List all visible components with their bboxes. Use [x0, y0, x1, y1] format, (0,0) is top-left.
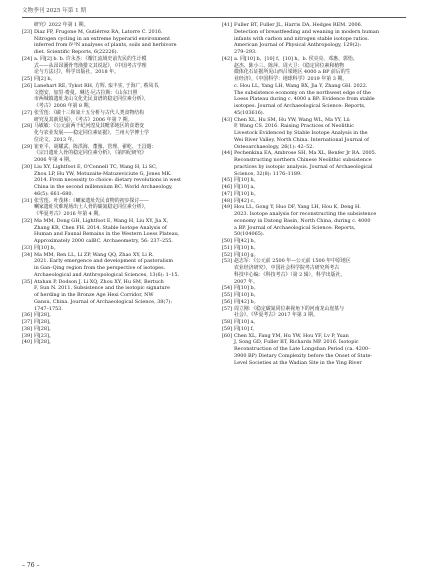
reference-number: [52]	[222, 251, 233, 258]
reference-entry	[22, 144, 207, 164]
reference-entry	[22, 76, 207, 83]
reference-text: Diaz FP, Frugone M, Gutiérrez RA, Latorre C. 2016. Nitrogen cycling in an extreme hyperarid environment inferred from δ¹⁵N analyses of plants, soils and herbivore diet. Scientific Reports, 6(22226).	[34, 28, 177, 55]
reference-text: Lanehart RE, Tykot RH, 方辉, 栾丰实, 于海广, 蔡凤书, 文德安、加里·费曼、琳达·尼古拉斯：《山东日照 市两城镇遗址龙山文化先民食谱的稳定同位素分析》， 《考古》2008 年第 8 期。	[34, 82, 160, 109]
reference-text: Ma MM, Dong GH, Lightfoot E, Wang H, Liu XY, Jia X, Zhang KR, Chen FH. 2014. Stable Isotope Analysis of Human and Faunal Remains in the Western Loess Plateau, Approximately 2000 calBC. Archaeometry, 56: 237–255.	[34, 217, 180, 244]
right-column-references	[222, 22, 407, 366]
reference-text: 同[10] a。	[234, 184, 259, 190]
reference-text: 马敏敏：《公元前两千纪河湟及其毗邻地区的食谱变 化与农业发展——稳定同位素证据》，兰州大学博士学 位论文，2013 年。	[34, 123, 149, 143]
reference-entry	[22, 339, 207, 346]
reference-text: 同[10] a。	[234, 319, 259, 325]
reference-entry	[222, 117, 407, 151]
reference-entry	[222, 319, 407, 326]
reference-entry	[22, 164, 207, 198]
reference-entry	[22, 326, 207, 333]
reference-entry	[22, 198, 207, 218]
reference-number: [40]	[22, 339, 33, 346]
reference-number: [26]	[22, 82, 33, 89]
reference-text: 同[10] b。	[234, 292, 259, 298]
reference-number: [51]	[222, 244, 233, 251]
reference-text: Chen XL, Hu SM, Hu YW, Wang WL, Ma YY, Lü P, Wang CS. 2016. Raising Practices of Neolithic Livestock Evidenced by Stable Isotope Analysis in the Wei River Valley, North China. International Journal of Osteoarchaeology, 26(1): 42–52.	[234, 116, 369, 150]
reference-number: [36]	[22, 312, 33, 319]
reference-entry	[22, 123, 207, 143]
reference-number: [33]	[22, 244, 33, 251]
reference-entry	[22, 245, 207, 252]
reference-text: 同[10] b。	[34, 244, 59, 251]
reference-number: [50]	[222, 238, 233, 244]
reference-number: [55]	[222, 292, 233, 298]
reference-text: Ma MM, Ren LL, Li ZP, Wang QQ, Zhao XY, Li R. 2021. Early emergence and development of pastoralism in Gan–Qing region from the perspective of isotopes. Archaeological and Anthropological Sciences, 13(6): 1–15.	[34, 251, 180, 278]
reference-entry	[22, 22, 207, 29]
reference-number: [38]	[22, 325, 33, 332]
reference-text: 同[42] b。	[234, 298, 259, 305]
reference-entry	[22, 56, 207, 76]
reference-entry	[222, 198, 407, 205]
reference-number: [34]	[22, 251, 33, 258]
reference-number: [49]	[222, 204, 233, 211]
reference-entry	[222, 326, 407, 333]
reference-number: [25]	[22, 76, 33, 82]
reference-entry	[222, 333, 407, 367]
reference-entry	[222, 22, 407, 56]
reference-entry	[22, 29, 207, 56]
reference-entry	[22, 279, 207, 313]
left-column-references	[22, 22, 207, 346]
reference-text: 同[10] b。	[234, 285, 259, 292]
reference-number: [58]	[222, 319, 233, 325]
reference-number: [24]	[22, 55, 33, 62]
reference-number: [56]	[222, 298, 233, 305]
reference-number: [23]	[22, 28, 33, 35]
reference-entry	[22, 83, 207, 110]
reference-text: Chen XL, Fang YM, Hu YW, Hou YF, Lv P, Yuan J, Song GD, Fuller BT, Richards MP. 2016. Isotopic Reconstruction of the Late Longshan Period (ca. 4200– 3900 BP) Dietary Complexity before the Onset of State- Level Societies at the Wadian Site in the Ying River	[234, 332, 373, 366]
reference-text: a. 同[10] b、[10] f、[10] h。b. 侯亮亮、邓惠、郭怡、 赵杰、陈小三、陈萍、周大卫：《稳定同位素和植物 微体化石证据所见山西吕梁地区 4000 a BP 前后的生 业经济》，《中国科学：地球科学》2019 年第 3 期。 c. Hou LL, Yang LH, Wang BX, Jia Y, Zhang GH. 2022. The subsistence economy on the northwest edge of the Loess Plateau during c. 4000 a BP: Evidence from stable isotopes. Journal of Archaeological Science: Reports, 45(103616).	[234, 55, 375, 116]
reference-number: [47]	[222, 190, 233, 197]
reference-number: [32]	[22, 217, 33, 224]
reference-text: Hou LL, Gong Y, Huo DF, Yang LH, Hou K, Deng H. 2023. Isotope analysis for reconstructing the subsistence economy in Datong Basin, North China, during c. 4000 a BP. Journal of Archaeological Science: Reports, 50(104065).	[234, 204, 377, 238]
reference-number: [35]	[22, 278, 33, 285]
reference-text: Atahan P, Dodson J, Li XQ, Zhou XY, Hu SM, Bertuch F, Sun N. 2011. Subsistence and the isotopic signature of herding in the Bronze Age Hexi Corridor, NW Gansu, China. Journal of Archaeological Science, 38(7): 1747–1753.	[34, 278, 172, 312]
reference-text: 同[42] c。	[234, 197, 259, 204]
reference-number: [39]	[22, 332, 33, 339]
reference-text: 同[10] g。	[234, 251, 259, 258]
reference-text: 同[10] b。	[234, 190, 259, 197]
reference-text: 同[42] b。	[234, 238, 259, 244]
running-head-text: 文物季刊 2025 年第 1 期	[22, 8, 87, 14]
reference-entry	[222, 204, 407, 238]
page-number: – 76 –	[22, 562, 40, 569]
reference-number: [43]	[222, 116, 233, 123]
reference-text: a. 同[2] b. b. 许永杰：《瓣江流域史前先民的生计模 式——从昂昂溪骨弯渔猎文其说起》，《中国考古学理 论与方法讨》，科学出版社，2018 年。	[34, 55, 147, 76]
reference-number: [59]	[222, 325, 233, 332]
reference-entry	[222, 258, 407, 285]
reference-text: 张雪莲：《碳十三和氮十五分析与古代人类食物结构 研究及其新进展》，《考古》2006 年第 7 期。	[34, 109, 145, 123]
reference-number: [53]	[222, 258, 233, 265]
reference-text: 周立刚：《稳定碳氮同位素视角下的河南龙山崖墓与 社会》，《华夏考古》2017 年第 3 期。	[234, 305, 345, 319]
reference-number: [37]	[22, 319, 33, 325]
reference-number: [48]	[222, 197, 233, 204]
header-rule	[22, 17, 406, 18]
reference-text: 张雪莲、叶茂林：《喇家遗址先民食物的初步探讨—— 喇家遗址灾难现场出土人骨的碳氮稳定同位素分析》， 《华夏考古》2016 年第 4 期。	[34, 197, 149, 217]
reference-text: 同[23]。	[34, 332, 54, 339]
reference-number: [42]	[222, 55, 233, 62]
reference-text: 同[10] h。	[234, 244, 259, 251]
reference-number: [31]	[22, 197, 33, 204]
reference-entry	[222, 245, 407, 252]
reference-entry	[222, 292, 407, 299]
reference-number: [45]	[222, 177, 233, 184]
reference-number: [57]	[222, 305, 233, 312]
reference-text: 同[28]。	[34, 312, 54, 319]
reference-text: Pechenkina EA, Ambrose SH, Ma XL, Benfer Jr RA. 2005. Reconstructing northern Chinese Neolithic subsistence practices by isotopic analysis. Journal of Archaeological Science, 32(8): 1176–1189.	[234, 150, 377, 177]
reference-entry	[222, 177, 407, 184]
reference-text: 崔亚平、胡耀武、陈洪海、董豫、管理、翟屹、王昌燧： 《宗日遗址人骨的稳定同位素分析》，《第四纪研究》 2006 年第 4 期。	[34, 143, 157, 163]
reference-text: 同[2] b。	[34, 76, 56, 82]
reference-entry	[222, 56, 407, 117]
reference-number: [54]	[222, 285, 233, 292]
reference-text: 赵志军：《公元前 2500 年—公元前 1500 年中原地区 农业经济研究》，中国社会科学院考古研究所考古 科技中心编：《科技考古》（第 2 辑），科学出版社， 2007 年。	[234, 258, 351, 285]
reference-entry	[222, 299, 407, 306]
reference-text: 同[28]。	[34, 319, 54, 325]
reference-entry	[222, 306, 407, 320]
reference-entry	[222, 238, 407, 245]
reference-number: [60]	[222, 332, 233, 339]
reference-number: [30]	[22, 163, 33, 170]
reference-entry	[22, 218, 207, 245]
reference-number: [28]	[22, 123, 33, 130]
reference-text: 研究》2022 年第 1 期。	[34, 22, 89, 28]
reference-entry	[22, 252, 207, 279]
reference-entry	[222, 150, 407, 177]
reference-entry	[222, 285, 407, 292]
reference-number: [29]	[22, 143, 33, 150]
reference-number: [41]	[222, 22, 233, 28]
reference-text: 同[10] f。	[234, 325, 258, 332]
reference-number: [44]	[222, 150, 233, 157]
reference-text: 同[28]。	[34, 325, 54, 332]
reference-entry	[222, 191, 407, 198]
reference-text: 同[28]。	[34, 339, 54, 346]
reference-entry	[222, 184, 407, 191]
reference-entry	[22, 312, 207, 319]
reference-number: [27]	[22, 109, 33, 116]
reference-number: [46]	[222, 184, 233, 190]
reference-entry	[22, 110, 207, 124]
reference-text: 同[10] h。	[234, 177, 259, 184]
reference-text: Liu XY, Lightfoot E, O'Connell TC, Wang H, Li SC, Zhou LP, Hu YW, Motuzaite-Matuzeviciute G, Jones MK. 2014. From necessity to choice: dietary revolutions in west China in the second millennium BC. World Archaeology, 46(5): 661–680.	[34, 163, 181, 197]
reference-text: Fuller BT, Fuller JL, Harris DA, Hedges REM. 2006. Detection of breastfeeding and weaning in modern human infants with carbon and nitrogen stable isotope ratios. American Journal of Physical Anthropology, 129(2): 279–293.	[234, 22, 379, 55]
running-header	[22, 6, 406, 18]
reference-entry	[22, 319, 207, 326]
